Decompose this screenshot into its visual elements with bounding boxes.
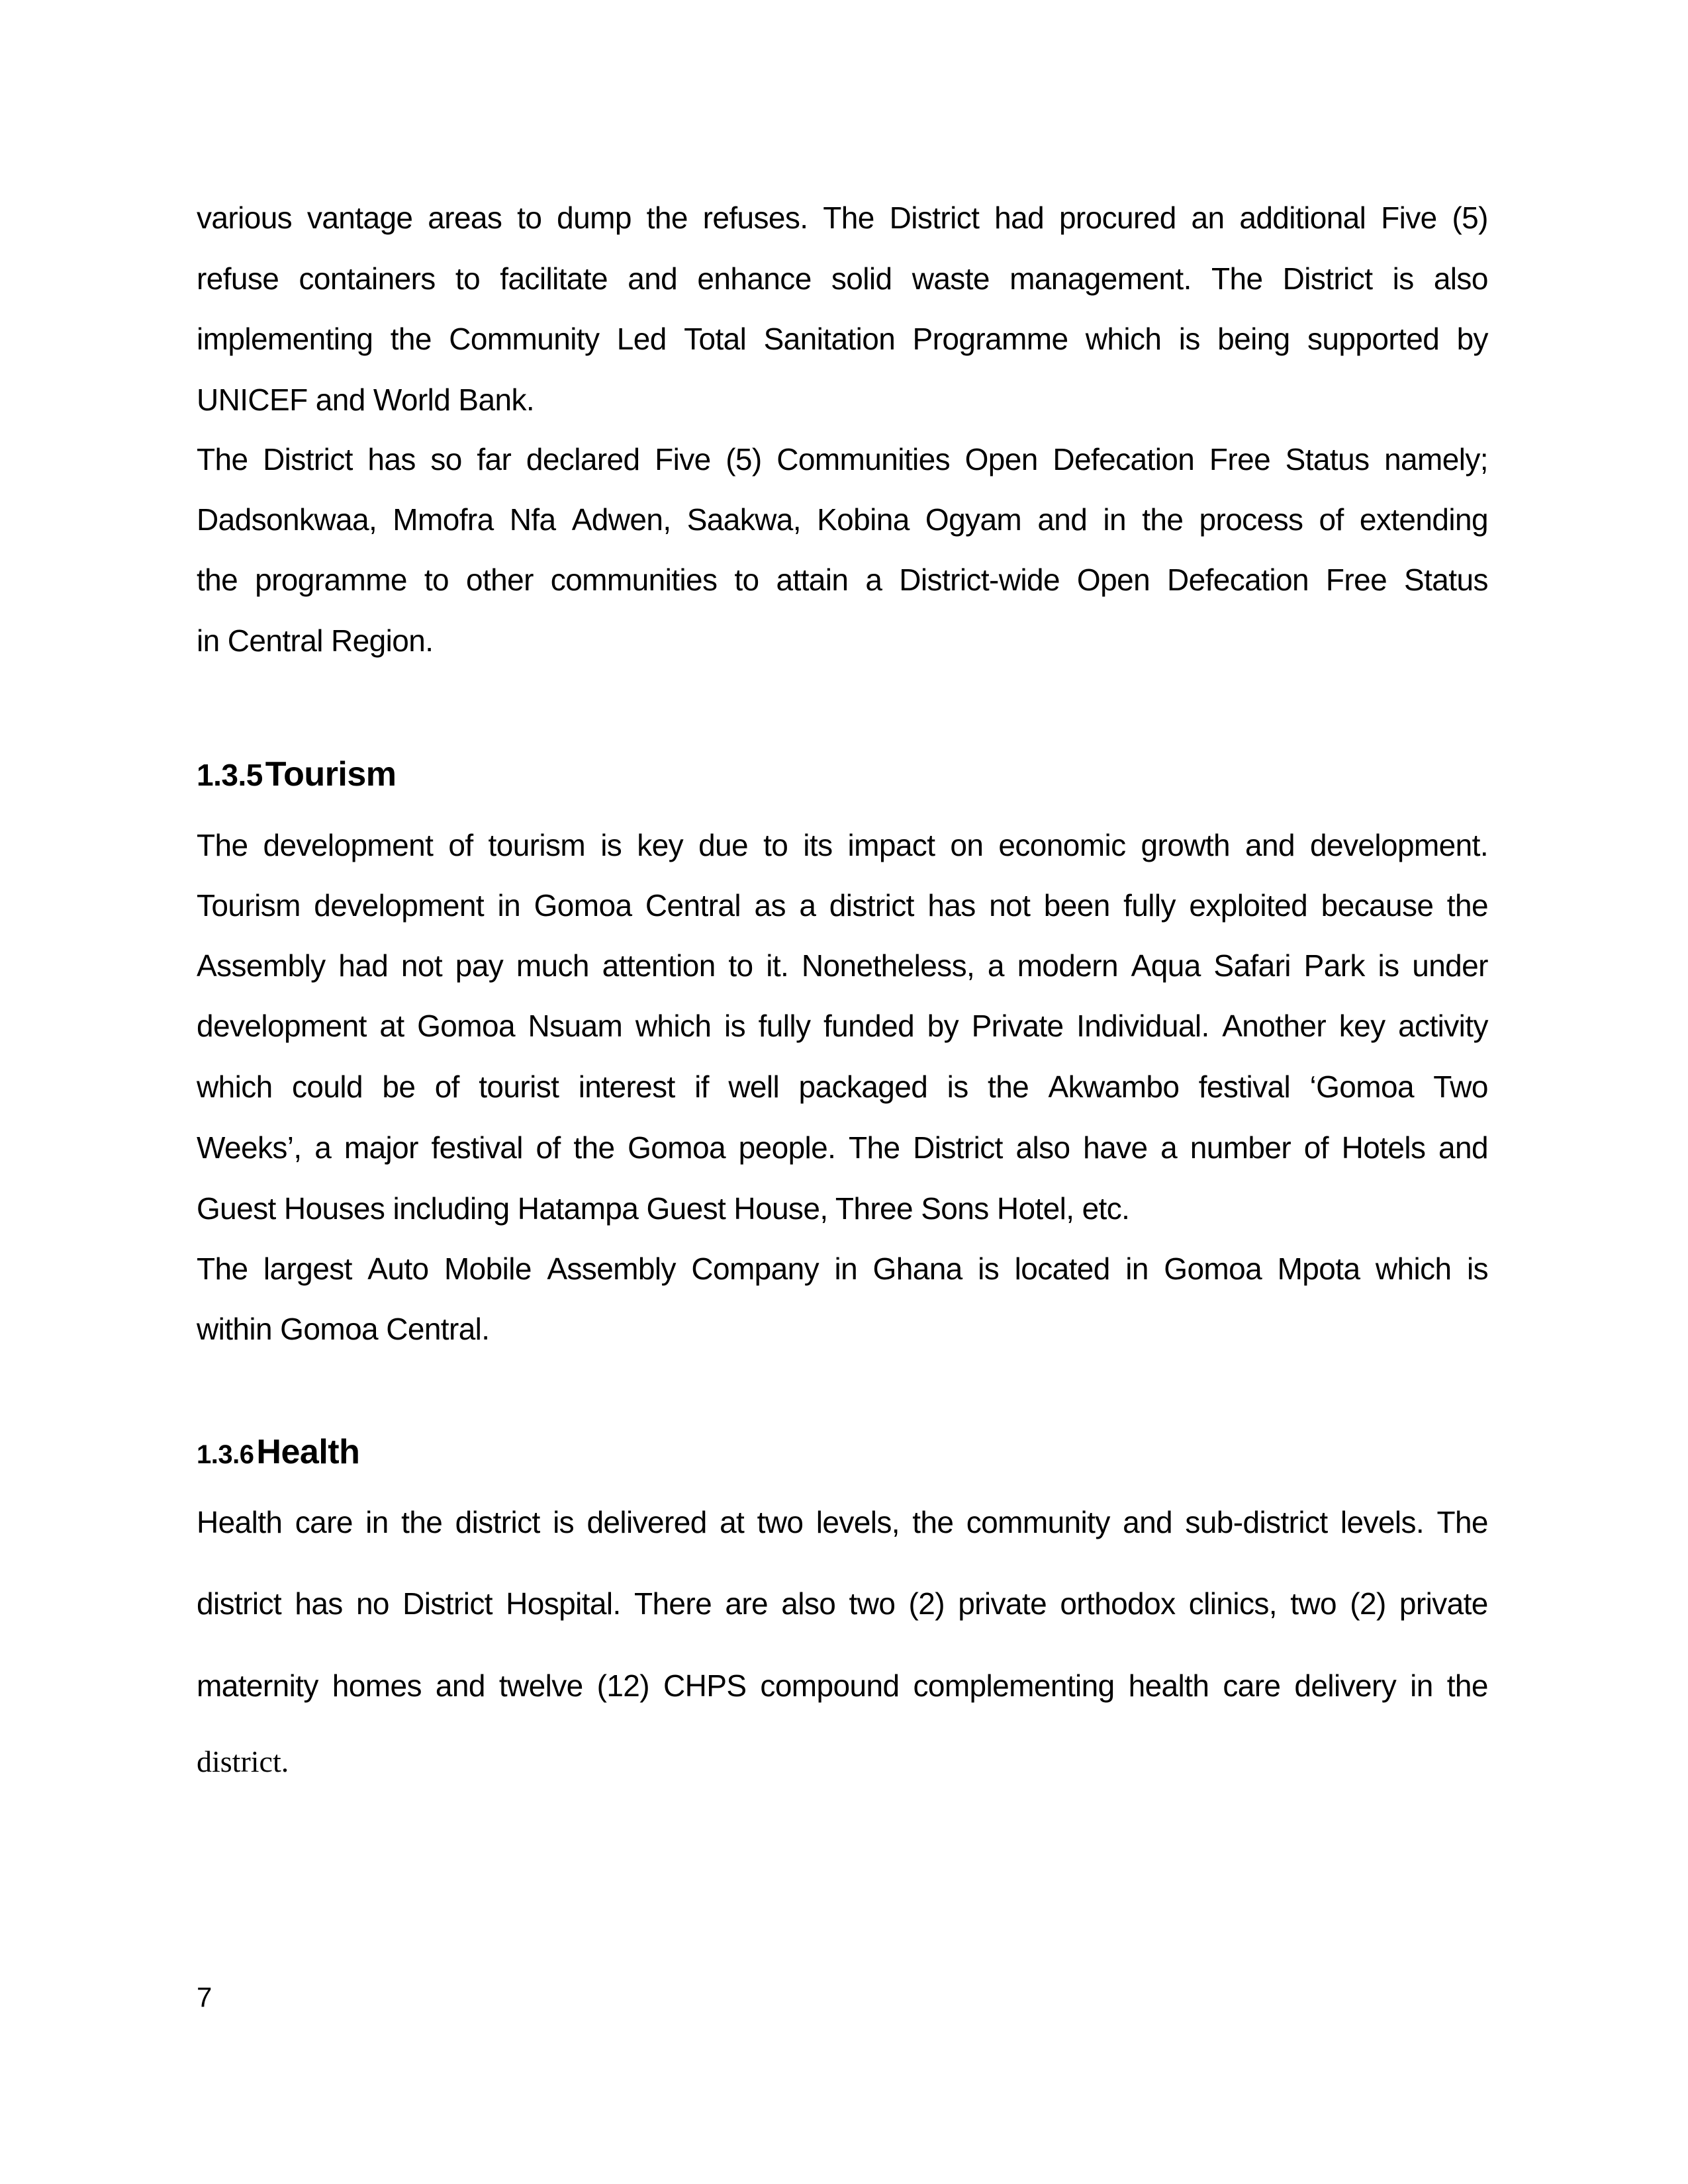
body-text-line [197, 621, 1488, 660]
line-text: Weeks’, a major festival of the Gomoa people. The District also have a number of Hotels and [197, 1130, 1488, 1165]
body-text-line [197, 500, 1488, 539]
body-text-line [197, 1006, 1488, 1046]
body-text-line [197, 946, 1488, 985]
line-text: the programme to other communities to attain a District-wide Open Defecation Free Status [197, 563, 1488, 597]
section-title: Health [256, 1433, 360, 1471]
line-text: Guest Houses including Hatampa Guest House, Three Sons Hotel, etc. [197, 1191, 1130, 1226]
line-text: Health care in the district is delivered at two levels, the community and sub-district levels. The [197, 1505, 1488, 1539]
body-text-line [197, 1128, 1488, 1167]
section-heading-tourism [197, 754, 397, 794]
body-text-line [197, 380, 1488, 420]
body-text-line [197, 560, 1488, 600]
line-text: maternity homes and twelve (12) CHPS compound complementing health care delivery in the [197, 1668, 1488, 1703]
body-text-line [197, 319, 1488, 359]
body-text-line [197, 259, 1488, 298]
line-text: Dadsonkwaa, Mmofra Nfa Adwen, Saakwa, Kobina Ogyam and in the process of extending [197, 502, 1488, 537]
line-text: The development of tourism is key due to its impact on economic growth and development. [197, 828, 1488, 862]
body-text-line [197, 1067, 1488, 1107]
line-text: various vantage areas to dump the refuses. The District had procured an additional Five (5) [197, 201, 1488, 235]
body-text-line [197, 198, 1488, 238]
body-text-line [197, 1309, 1488, 1349]
section-title: Tourism [265, 755, 397, 794]
section-heading-health [197, 1432, 359, 1472]
line-text: The District has so far declared Five (5) Communities Open Defecation Free Status namely; [197, 442, 1488, 477]
line-text: which could be of tourist interest if well packaged is the Akwambo festival ‘Gomoa Two [197, 1069, 1488, 1104]
section-number: 1.3.6 [197, 1440, 254, 1469]
line-text: within Gomoa Central. [197, 1312, 490, 1346]
body-text-line [197, 1502, 1488, 1542]
line-text: district has no District Hospital. There are also two (2) private orthodox clinics, two (2) private [197, 1586, 1488, 1621]
section-number: 1.3.5 [197, 758, 263, 792]
body-text-line [197, 825, 1488, 865]
body-text-line [197, 1584, 1488, 1623]
line-text: refuse containers to facilitate and enhance solid waste management. The District is also [197, 261, 1488, 296]
body-text-line [197, 1189, 1488, 1228]
line-text: implementing the Community Led Total Sanitation Programme which is being supported by [197, 322, 1488, 356]
body-text-line [197, 439, 1488, 479]
line-text: Assembly had not pay much attention to it. Nonetheless, a modern Aqua Safari Park is under [197, 948, 1488, 983]
body-text-tail: district. [197, 1745, 289, 1778]
body-text-line [197, 886, 1488, 925]
line-text: The largest Auto Mobile Assembly Company in Ghana is located in Gomoa Mpota which is [197, 1251, 1488, 1286]
page-number: 7 [197, 1981, 212, 2013]
line-text: development at Gomoa Nsuam which is fully funded by Private Individual. Another key activity [197, 1009, 1488, 1043]
body-text-line [197, 1666, 1488, 1706]
line-text: in Central Region. [197, 623, 434, 658]
line-text: Tourism development in Gomoa Central as a district has not been fully exploited because the [197, 888, 1488, 923]
line-text: UNICEF and World Bank. [197, 383, 535, 417]
body-text-line [197, 1249, 1488, 1289]
